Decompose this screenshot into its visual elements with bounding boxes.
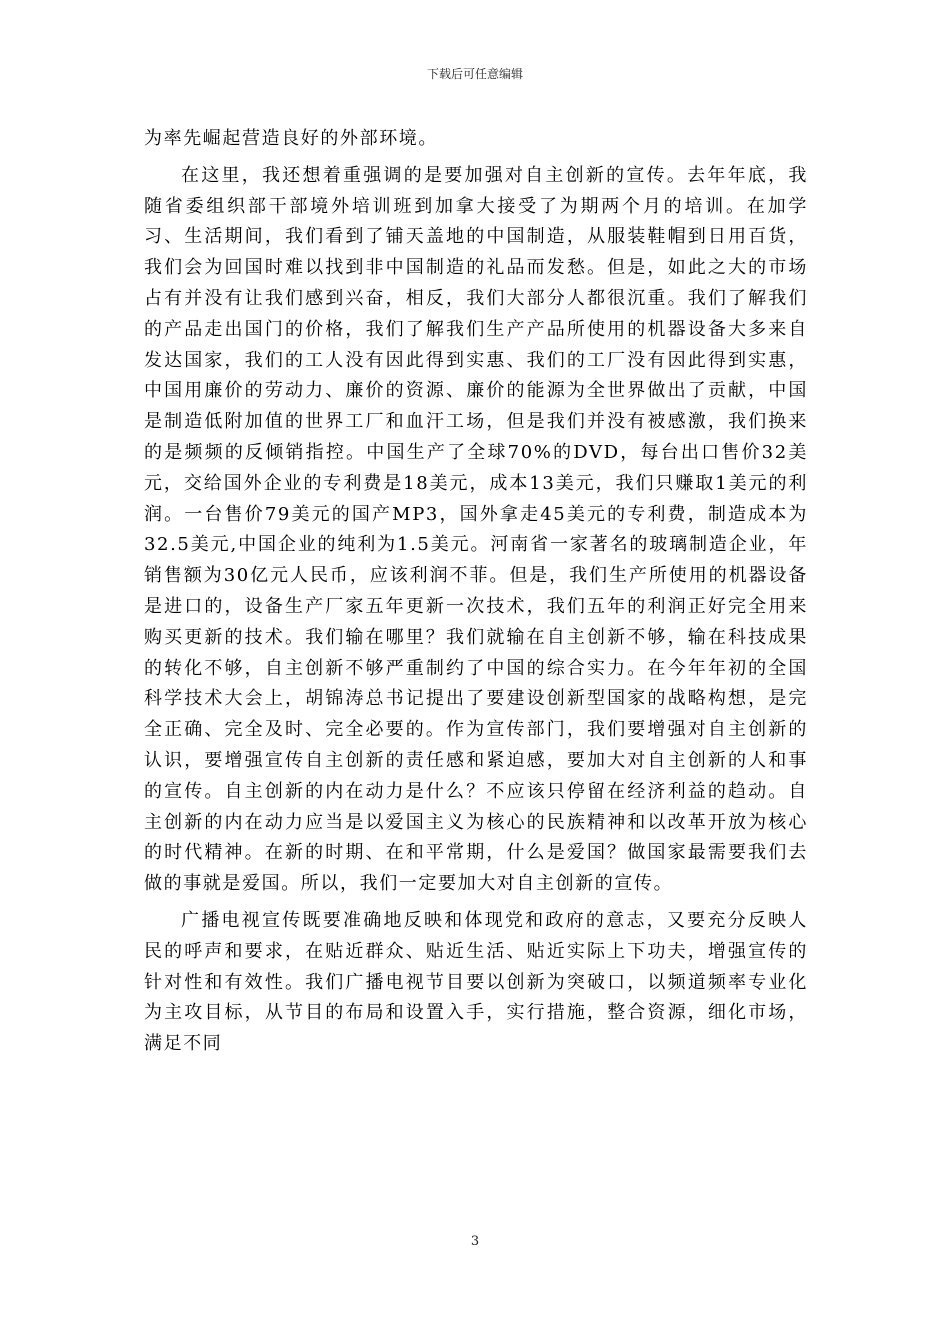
paragraph-2: 在这里，我还想着重强调的是要加强对自主创新的宣传。去年年底，我随省委组织部干部境外培训班到加拿大接受了为期两个月的培训。在加学习、生活期间，我们看到了铺天盖地的中国制造，从服装鞋帽到日用百货，我们会为回国时难以找到非中国制造的礼品而发愁。但是，如此之大的市场占有并没有让我们感到兴奋，相反，我们大部分人都很沉重。我们了解我们的产品走出国门的价格，我们了解我们生产产品所使用的机器设备大多来自发达国家，我们的工人没有因此得到实惠、我们的工厂没有因此得到实惠，中国用廉价的劳动力、廉价的资源、廉价的能源为全世界做出了贡献，中国是制造低附加值的世界工厂和血汗工场，但是我们并没有被感激，我们换来的是频频的反倾销指控。中国生产了全球70%的DVD，每台出口售价32美元，交给国外企业的专利费是18美元，成本13美元，我们只赚取1美元的利润。一台售价79美元的国产MP3，国外拿走45美元的专利费，制造成本为32.5美元,中国企业的纯利为1.5美元。河南省一家著名的玻璃制造企业，年销售额为30亿元人民币，应该利润不菲。但是，我们生产所使用的机器设备是进口的，设备生产厂家五年更新一次技术，我们五年的利润正好完全用来购买更新的技术。我们输在哪里？我们就输在自主创新不够，输在科技成果的转化不够，自主创新不够严重制约了中国的综合实力。在今年年初的全国科学技术大会上，胡锦涛总书记提出了要建设创新型国家的战略构想，是完全正确、完全及时、完全必要的。作为宣传部门，我们要增强对自主创新的认识，要增强宣传自主创新的责任感和紧迫感，要加大对自主创新的人和事的宣传。自主创新的内在动力是什么？不应该只停留在经济利益的趋动。自主创新的内在动力应当是以爱国主义为核心的民族精神和以改革开放为核心的时代精神。在新的时期、在和平常期，什么是爱国？做国家最需要我们去做的事就是爱国。所以，我们一定要加大对自主创新的宣传。: [144, 164, 808, 895]
document-body: [144, 124, 808, 1060]
paragraph-1: 为率先崛起营造良好的外部环境。: [144, 128, 438, 149]
paragraph-3: 广播电视宣传既要准确地反映和体现党和政府的意志，又要充分反映人民的呼声和要求，在贴近群众、贴近生活、贴近实际上下功夫，增强宣传的针对性和有效性。我们广播电视节目要以创新为突破口，以频道频率专业化为主攻目标，从节目的布局和设置入手，实行措施，整合资源，细化市场，满足不同: [144, 909, 808, 1055]
page-header: 下载后可任意编辑: [426, 67, 523, 81]
page-number: 3: [470, 1234, 480, 1249]
